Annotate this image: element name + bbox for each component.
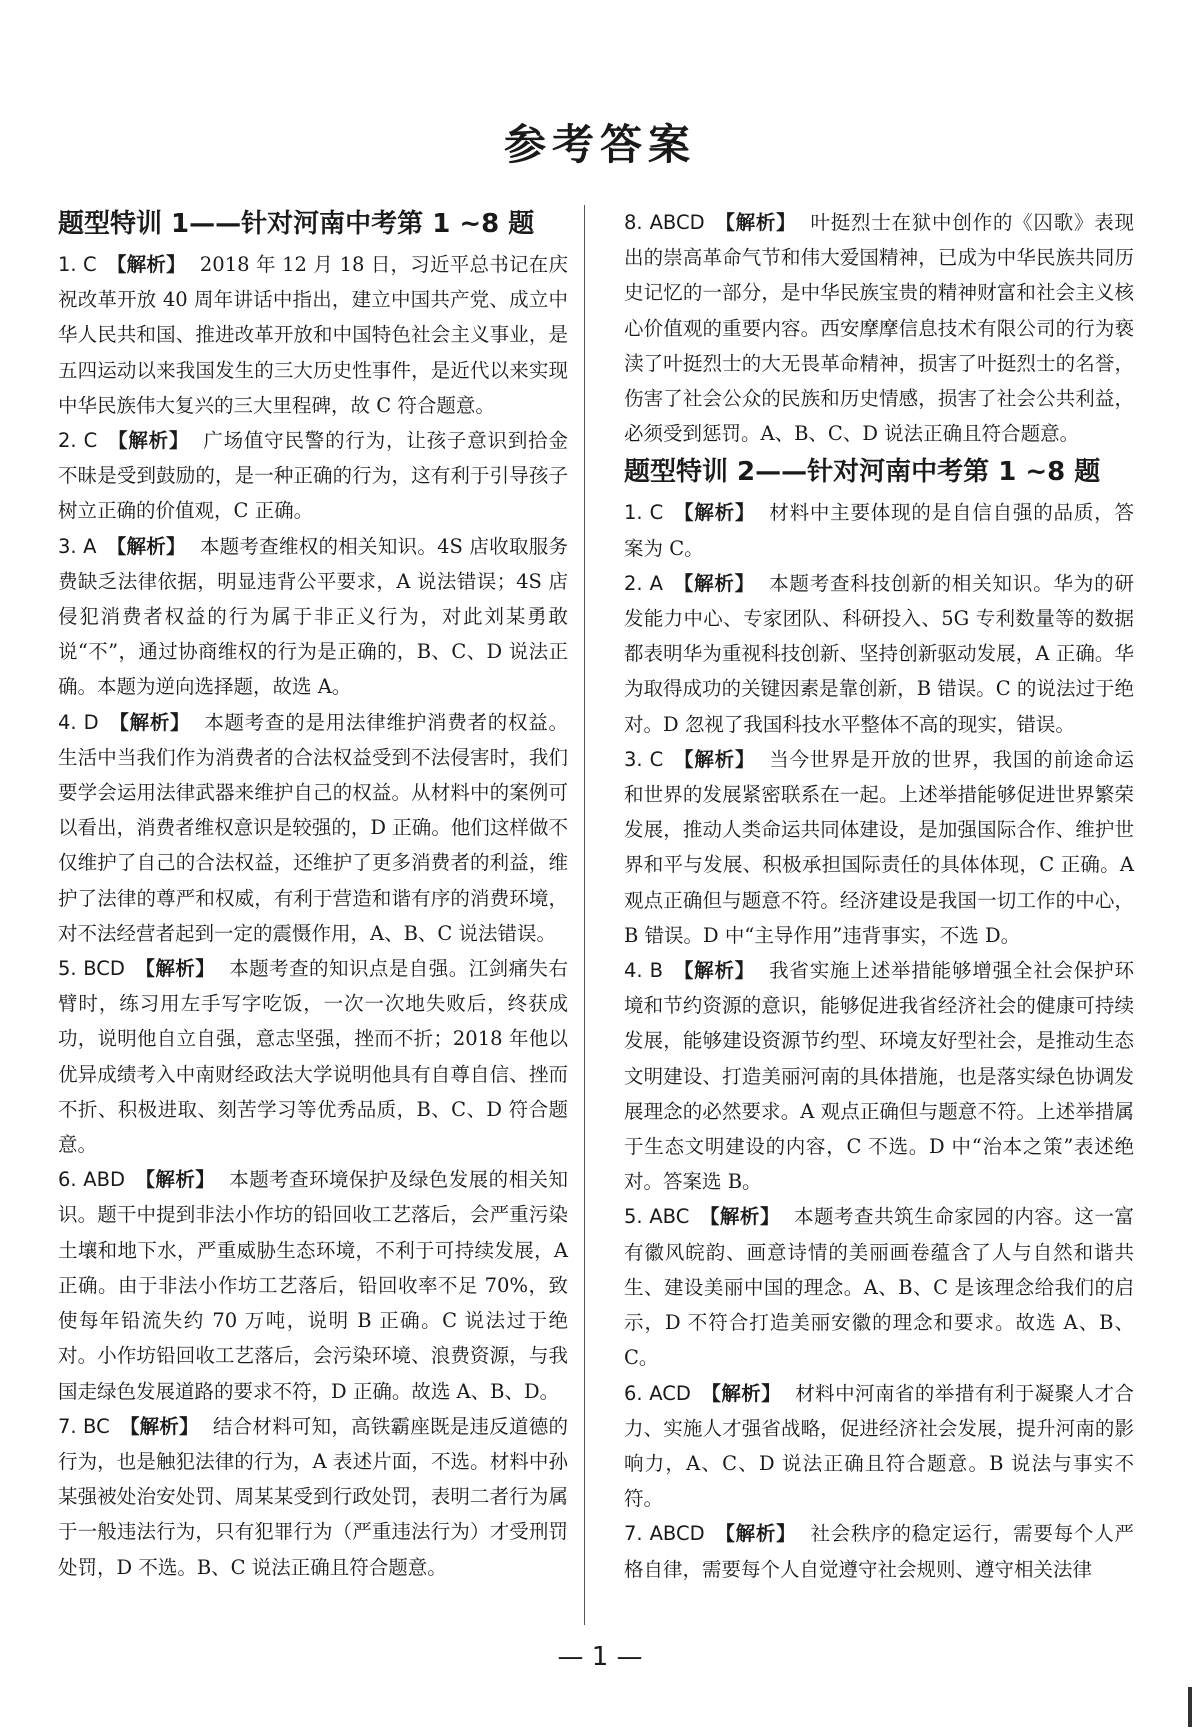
answer-number: 5. xyxy=(624,1205,650,1229)
analysis-tag: 【解析】 xyxy=(106,253,186,276)
edge-mark xyxy=(1188,1687,1192,1727)
analysis-text: 广场值守民警的行为，让孩子意识到拾金不昧是受到鼓励的，是一种正确的行为，这有利于引导孩子树立正确的价值观，C 正确。 xyxy=(58,429,568,523)
analysis-tag: 【解析】 xyxy=(699,1205,780,1229)
answer-choice: B xyxy=(649,959,664,983)
answer-item xyxy=(624,205,1134,451)
analysis-text: 结合材料可知，高铁霸座既是违反道德的行为，也是触犯法律的行为，A 表述片面，不选。材料中孙某强被处治安处罚、周某某受到行政处罚，表明二者行为属于一般违法行为，只有犯罪行为（严重违法行为）才受刑罚处罚，D 不选。B、C 说法正确且符合题意。 xyxy=(58,1414,568,1579)
answer-item xyxy=(58,1409,568,1585)
analysis-tag: 【解析】 xyxy=(106,534,186,558)
answer-number: 7. xyxy=(624,1522,650,1546)
answer-item xyxy=(58,423,568,529)
analysis-tag: 【解析】 xyxy=(714,1522,797,1546)
answer-choice: C xyxy=(649,501,664,525)
analysis-tag: 【解析】 xyxy=(107,429,190,453)
answer-number: 4. xyxy=(624,959,650,983)
answer-item xyxy=(58,529,568,705)
answer-choice: A xyxy=(649,571,663,595)
answer-item xyxy=(624,1199,1134,1375)
analysis-text: 材料中河南省的举措有利于凝聚人才合力、实施人才强省战略，促进经济社会发展，提升河南的影响力，A、C、D 说法正确且符合题意。B 说法与事实不符。 xyxy=(624,1381,1134,1511)
analysis-text: 本题考查共筑生命家园的内容。这一富有徽风皖韵、画意诗情的美丽画卷蕴含了人与自然和谐共生、建设美丽中国的理念。A、B、C 是该理念给我们的启示，D 不符合打造美丽安徽的理念和要求。故选 A、B、C。 xyxy=(624,1205,1134,1370)
answer-choice: ABC xyxy=(649,1205,690,1229)
answer-number: 1. xyxy=(624,501,650,525)
section-1-heading: 题型特训 1——针对河南中考第 1 ~8 题 xyxy=(58,209,535,239)
right-column xyxy=(624,205,1134,1587)
page-number: — 1 — xyxy=(557,1642,643,1672)
analysis-text: 本题考查维权的相关知识。4S 店收取服务费缺乏法律依据，明显违背公平要求，A 说法错误；4S 店侵犯消费者权益的行为属于非正义行为，对此刘某勇敢说“不”，通过协商维权的行为是正确的，B、C、D 说法正确。本题为逆向选择题，故选 A。 xyxy=(58,534,568,699)
answer-number: 6. xyxy=(58,1168,84,1192)
answer-item xyxy=(58,247,568,423)
answer-number: 6. xyxy=(624,1381,650,1405)
answer-number: 3. xyxy=(58,534,84,558)
section-2-heading: 题型特训 2——针对河南中考第 1 ~8 题 xyxy=(624,457,1101,488)
answer-choice: C xyxy=(83,429,98,453)
analysis-text: 本题考查的知识点是自强。江剑痛失右臂时，练习用左手写字吃饭，一次一次地失败后，终获成功，说明他自立自强，意志坚强，挫而不折；2018 年他以优异成绩考入中南财经政法大学说明他具有自尊自信、挫而不折、积极进取、刻苦学习等优秀品质，B、C、D 符合题意。 xyxy=(58,957,568,1157)
answer-item xyxy=(624,742,1134,953)
answer-item xyxy=(624,1516,1134,1586)
answer-number: 5. xyxy=(58,957,84,981)
answer-choice: BC xyxy=(83,1414,110,1438)
section-1-continued-items xyxy=(624,205,1134,451)
answer-number: 1. xyxy=(58,253,84,276)
answer-number: 4. xyxy=(58,710,84,734)
analysis-tag: 【解析】 xyxy=(135,1168,216,1192)
section-1-items xyxy=(58,247,568,1585)
answer-number: 2. xyxy=(624,571,650,595)
analysis-tag: 【解析】 xyxy=(714,211,797,234)
answer-choice: ABCD xyxy=(649,1522,705,1546)
answer-item xyxy=(58,705,568,951)
answer-number: 3. xyxy=(624,747,650,771)
analysis-text: 本题考查科技创新的相关知识。华为的研发能力中心、专家团队、科研投入、5G 专利数量等的数据都表明华为重视科技创新、坚持创新驱动发展，A 正确。华为取得成功的关键因素是靠创新，B 错误。C 的说法过于绝对。D 忽视了我国科技水平整体不高的现实，错误。 xyxy=(624,571,1134,736)
answer-item xyxy=(624,566,1134,742)
analysis-text: 社会秩序的稳定运行，需要每个人严格自律，需要每个人自觉遵守社会规则、遵守相关法律 xyxy=(624,1522,1134,1581)
analysis-text: 我省实施上述举措能够增强全社会保护环境和节约资源的意识，能够促进我省经济社会的健康可持续发展，能够建设资源节约型、环境友好型社会，是推动生态文明建设、打造美丽河南的具体措施，也是落实绿色协调发展理念的必然要求。A 观点正确但与题意不符。上述举措属于生态文明建设的内容，C 不选。D 中“治本之策”表述绝对。答案选 B。 xyxy=(624,959,1134,1194)
analysis-text: 本题考查的是用法律维护消费者的权益。生活中当我们作为消费者的合法权益受到不法侵害时，我们要学会运用法律武器来维护自己的权益。从材料中的案例可以看出，消费者维权意识是较强的，D 正确。他们这样做不仅维护了自己的合法权益，还维护了更多消费者的利益，维护了法律的尊严和权威，有利于营造和谐有序的消费环境，对不法经营者起到一定的震慑作用，A、B、C 说法错误。 xyxy=(58,710,568,945)
analysis-tag: 【解析】 xyxy=(673,501,756,525)
analysis-text: 当今世界是开放的世界，我国的前途命运和世界的发展紧密联系在一起。上述举措能够促进世界繁荣发展，推动人类命运共同体建设，是加强国际合作、维护世界和平与发展、积极承担国际责任的具体体现，C 正确。A 观点正确但与题意不符。经济建设是我国一切工作的中心，B 错误。D 中“主导作用”违背事实，不选 D。 xyxy=(624,747,1134,947)
page-title: 参考答案 xyxy=(503,120,696,169)
analysis-tag: 【解析】 xyxy=(119,1414,199,1438)
analysis-tag: 【解析】 xyxy=(108,710,191,734)
analysis-text: 叶挺烈士在狱中创作的《囚歌》表现出的崇高革命气节和伟大爱国精神，已成为中华民族共同历史记忆的一部分，是中华民族宝贵的精神财富和社会主义核心价值观的重要内容。西安摩摩信息技术有限公司的行为亵渎了叶挺烈士的大无畏革命精神，损害了叶挺烈士的名誉，伤害了社会公众的民族和历史情感，损害了社会公共利益，必须受到惩罚。A、B、C、D 说法正确且符合题意。 xyxy=(624,211,1134,446)
answer-item xyxy=(624,1376,1134,1517)
answer-item xyxy=(58,1162,568,1408)
answer-choice: D xyxy=(83,710,99,734)
answer-choice: C xyxy=(649,747,664,771)
analysis-tag: 【解析】 xyxy=(700,1381,782,1405)
answer-number: 8. xyxy=(624,211,650,234)
answer-item xyxy=(58,951,568,1162)
answer-choice: C xyxy=(83,253,97,276)
section-2-items xyxy=(624,495,1134,1586)
column-divider xyxy=(584,205,585,1625)
analysis-text: 2018 年 12 月 18 日，习近平总书记在庆祝改革开放 40 周年讲话中指出，建立中国共产党、成立中华人民共和国、推进改革开放和中国特色社会主义事业，是五四运动以来我国发生的三大历史性事件，是近代以来实现中华民族伟大复兴的三大里程碑，故 C 符合题意。 xyxy=(58,253,568,417)
analysis-tag: 【解析】 xyxy=(673,959,756,983)
answer-choice: ABCD xyxy=(649,211,705,234)
analysis-text: 材料中主要体现的是自信自强的品质，答案为 C。 xyxy=(624,501,1134,560)
answer-choice: ACD xyxy=(649,1381,691,1405)
left-column xyxy=(58,205,568,1585)
answer-choice: A xyxy=(83,534,97,558)
analysis-tag: 【解析】 xyxy=(673,747,756,771)
answer-item xyxy=(624,953,1134,1199)
answer-item xyxy=(624,495,1134,565)
answer-number: 7. xyxy=(58,1414,84,1438)
analysis-tag: 【解析】 xyxy=(134,957,216,981)
answer-choice: ABD xyxy=(83,1168,125,1192)
analysis-tag: 【解析】 xyxy=(672,571,756,595)
answer-choice: BCD xyxy=(83,957,125,981)
analysis-text: 本题考查环境保护及绿色发展的相关知识。题干中提到非法小作坊的铅回收工艺落后，会严重污染土壤和地下水，严重威胁生态环境，不利于可持续发展，A 正确。由于非法小作坊工艺落后，铅回收率不足 70%，致使每年铅流失约 70 万吨，说明 B 正确。C 说法过于绝对。小作坊铅回收工艺落后，会污染环境、浪费资源，与我国走绿色发展道路的要求不符，D 正确。故选 A、B、D。 xyxy=(58,1168,568,1403)
answer-number: 2. xyxy=(58,429,84,453)
